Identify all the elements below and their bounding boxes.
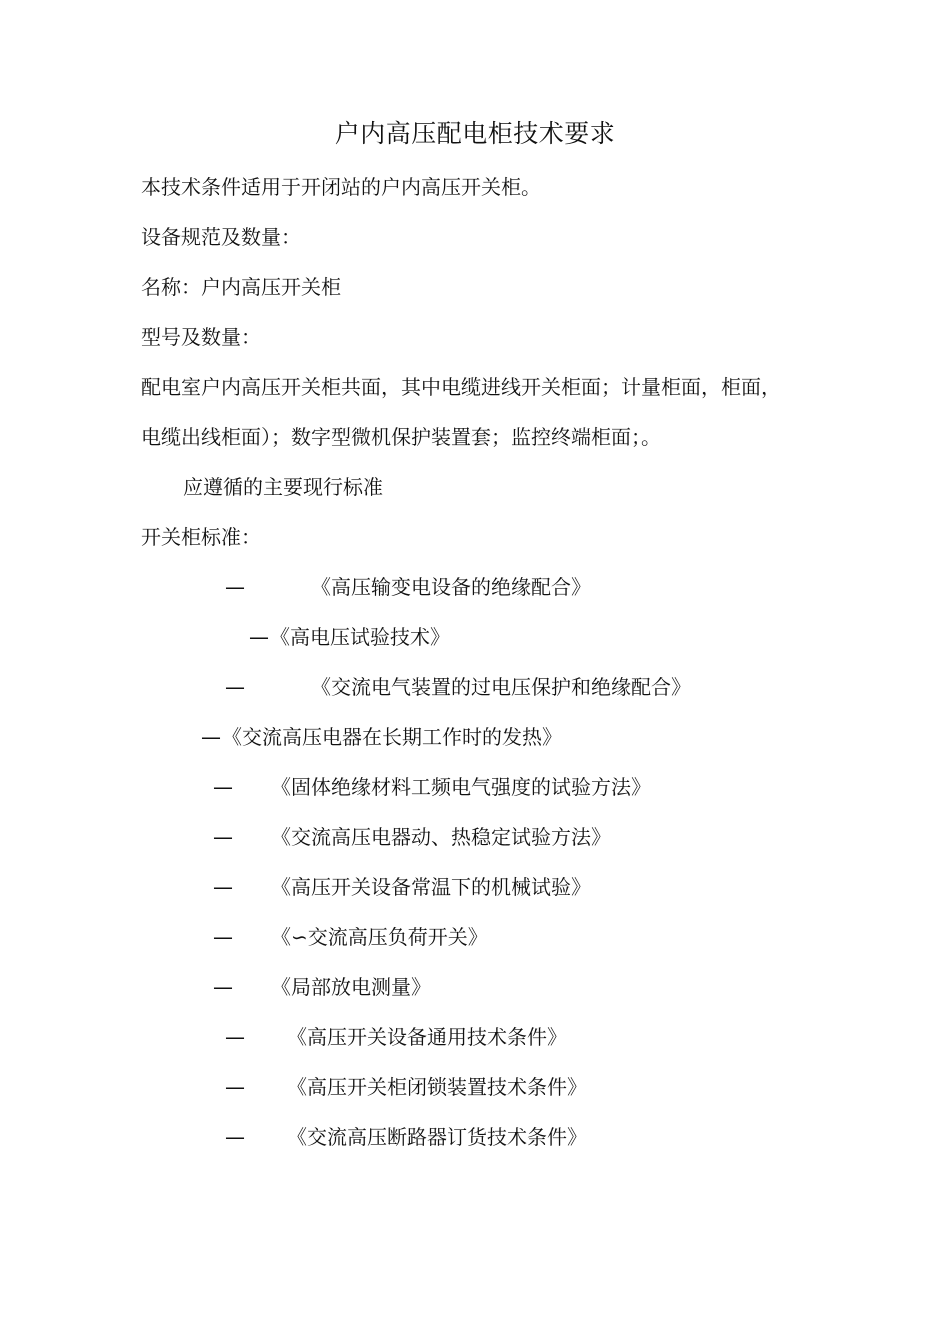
list-dash: — [213,825,233,849]
standard-title: 《高压输变电设备的绝缘配合》 [311,575,591,599]
list-dash: — [225,675,245,699]
list-dash: — [213,775,233,799]
paragraph-name: 名称：户内高压开关柜 [141,275,341,299]
paragraph-spec-heading: 设备规范及数量： [141,225,301,249]
standard-title: 《高电压试验技术》 [270,625,450,649]
paragraph-switchgear-standards: 开关柜标准： [141,525,261,549]
standard-title: 《∽交流高压负荷开关》 [271,925,488,949]
paragraph-outgoing-cabinets: 电缆出线柜面）；数字型微机保护装置套；监控终端柜面；。 [141,425,661,449]
list-dash: — [201,725,221,749]
list-dash: — [225,1075,245,1099]
paragraph-distribution-room: 配电室户内高压开关柜共面，其中电缆进线开关柜面；计量柜面，柜面， [141,375,781,399]
paragraph-model-quantity: 型号及数量： [141,325,261,349]
standard-title: 《局部放电测量》 [271,975,431,999]
paragraph-standards-heading: 应遵循的主要现行标准 [183,475,383,499]
standard-title: 《高压开关柜闭锁装置技术条件》 [287,1075,587,1099]
page-title: 户内高压配电柜技术要求 [334,119,616,148]
list-dash: — [213,925,233,949]
standard-title: 《交流高压断路器订货技术条件》 [287,1125,587,1149]
paragraph-scope: 本技术条件适用于开闭站的户内高压开关柜。 [141,175,541,199]
standard-title: 《交流高压电器在长期工作时的发热》 [222,725,562,749]
list-dash: — [225,575,245,599]
standard-title: 《固体绝缘材料工频电气强度的试验方法》 [271,775,651,799]
standard-title: 《高压开关设备通用技术条件》 [287,1025,567,1049]
standard-title: 《高压开关设备常温下的机械试验》 [271,875,591,899]
standard-title: 《交流高压电器动、热稳定试验方法》 [271,825,611,849]
list-dash: — [225,1125,245,1149]
standard-title: 《交流电气装置的过电压保护和绝缘配合》 [311,675,691,699]
list-dash: — [213,875,233,899]
list-dash: — [249,625,269,649]
list-dash: — [225,1025,245,1049]
list-dash: — [213,975,233,999]
